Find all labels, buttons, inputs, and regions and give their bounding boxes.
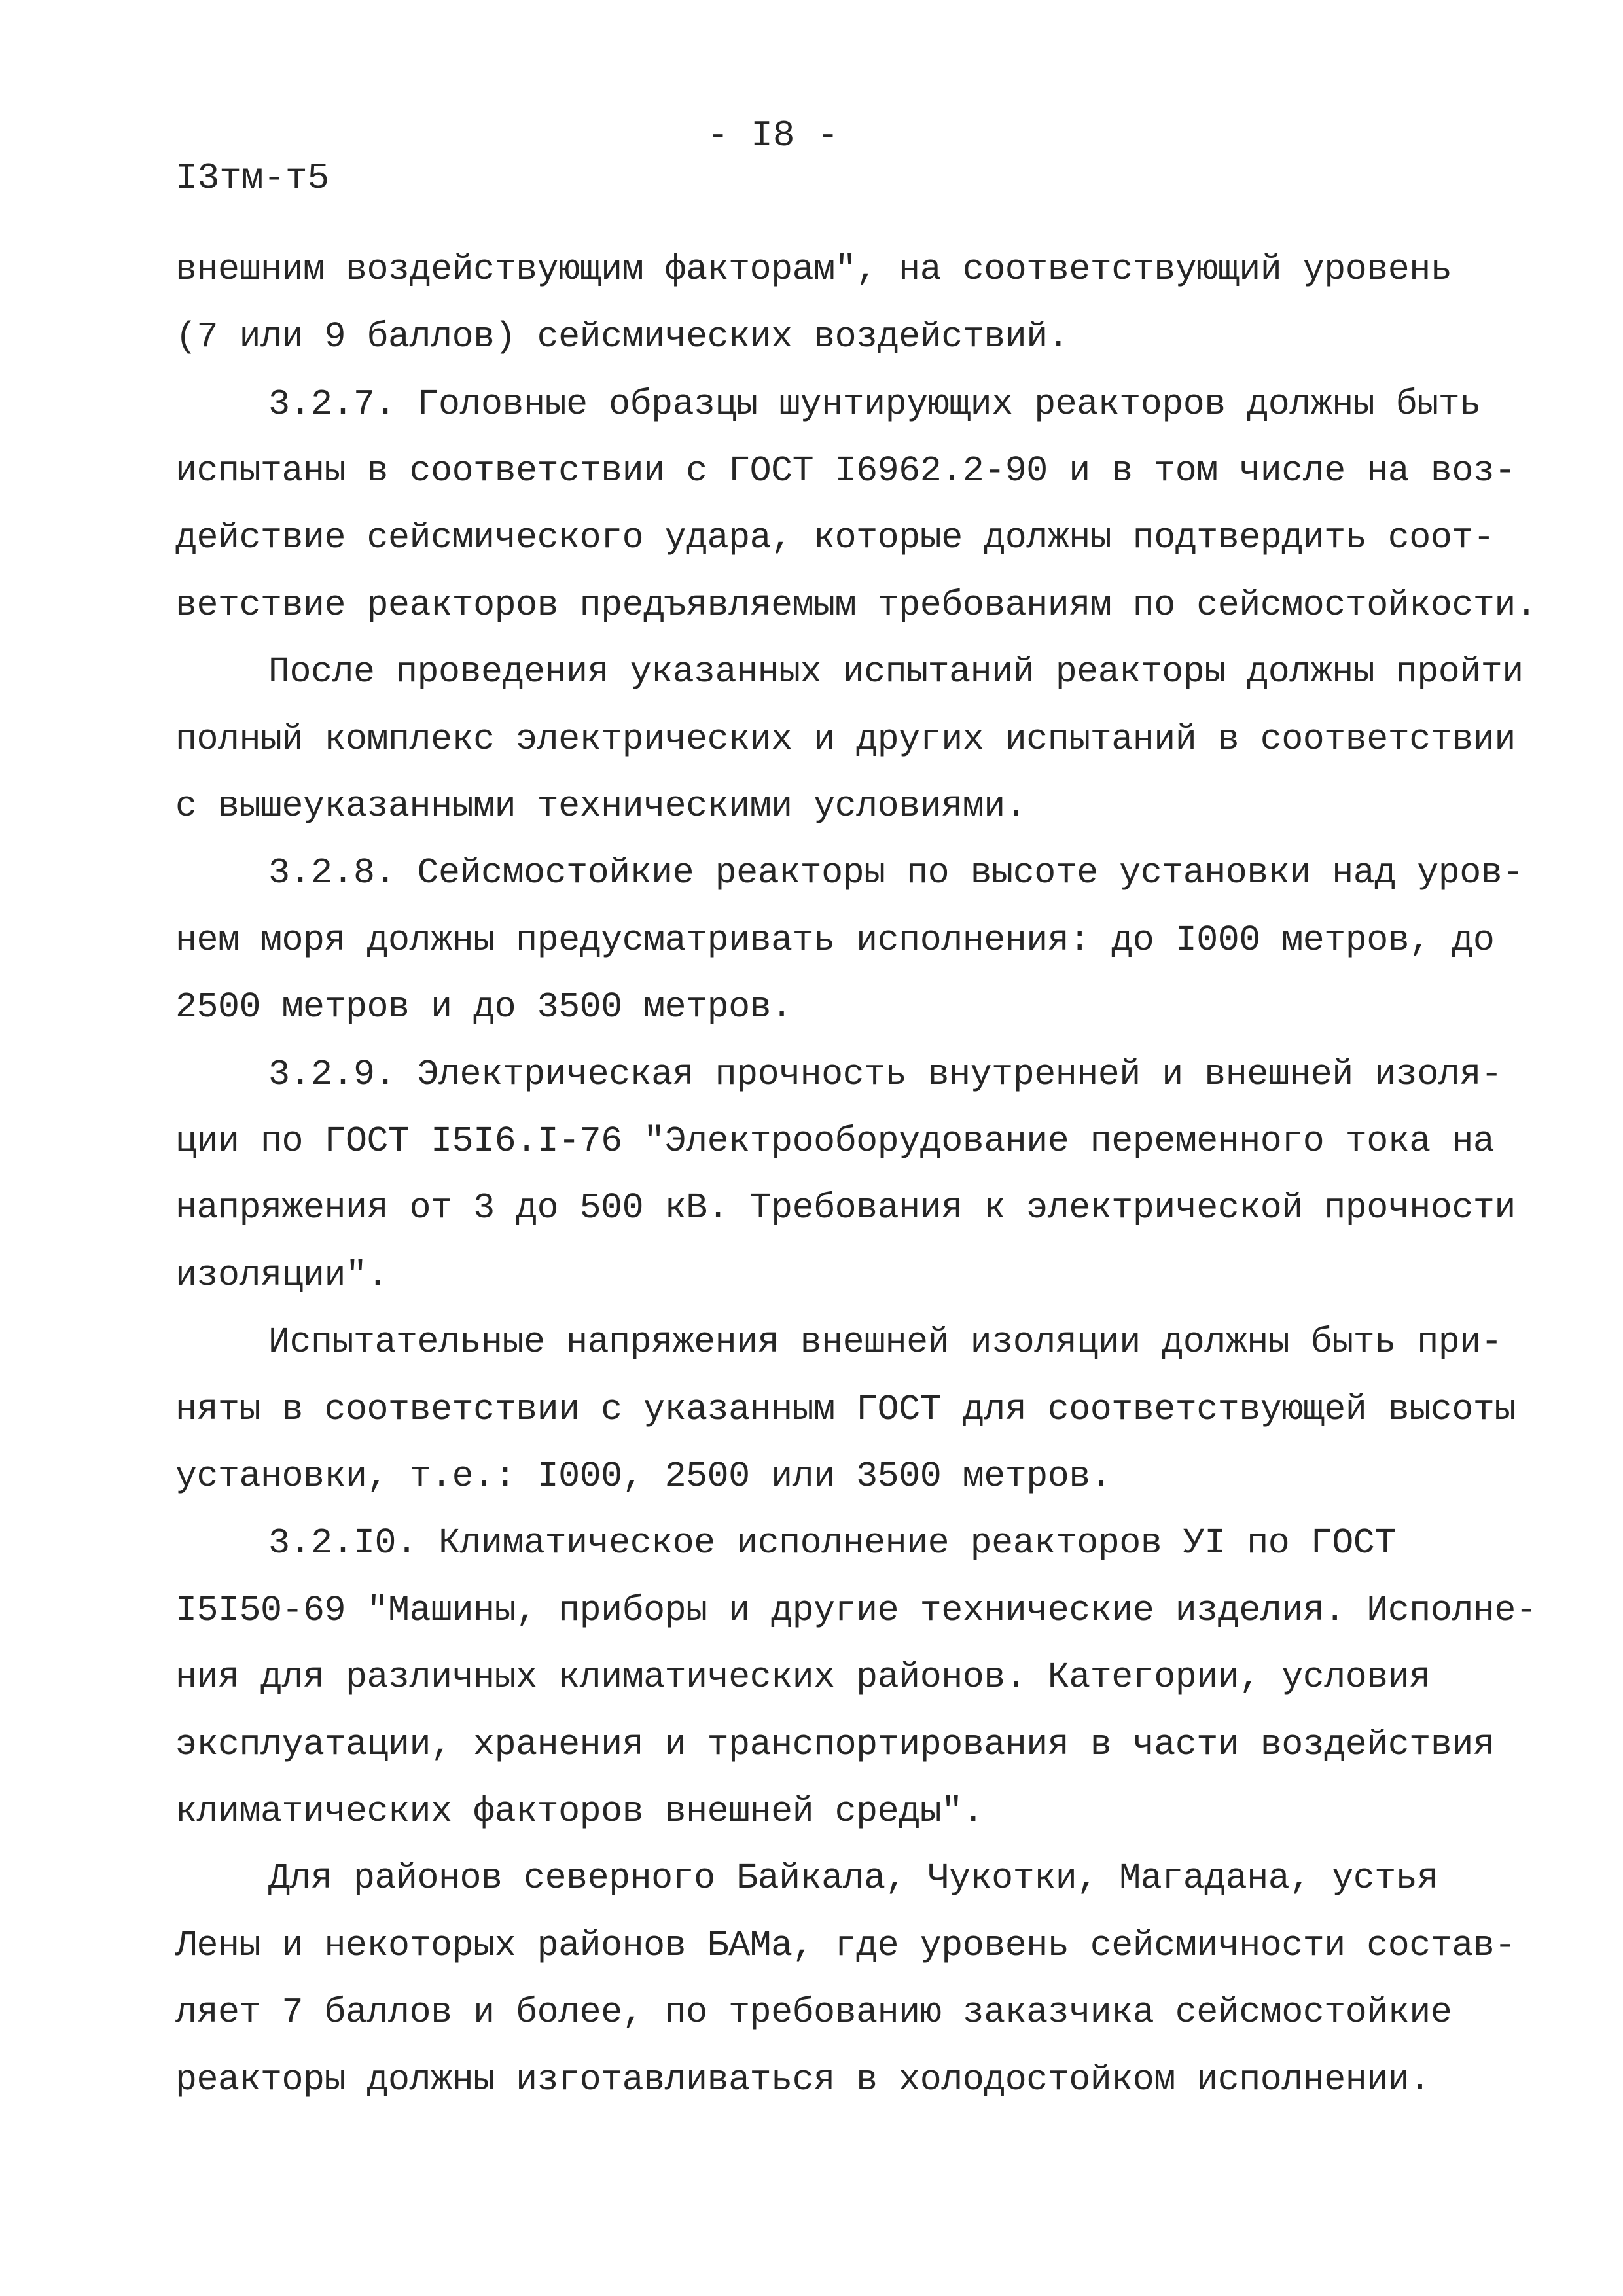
text-line: 3.2.I0. Климатическое исполнение реакторов УI по ГОСТ <box>268 1522 1396 1564</box>
text-line: эксплуатации, хранения и транспортирования в части воздействия <box>175 1724 1495 1765</box>
text-line: 3.2.9. Электрическая прочность внутренней и внешней изоля- <box>268 1054 1503 1095</box>
text-line: испытаны в соответствии с ГОСТ I6962.2-90 и в том числе на воз- <box>175 450 1516 492</box>
text-line: изоляции". <box>175 1255 389 1296</box>
text-line: напряжения от 3 до 500 кВ. Требования к электрической прочности <box>175 1187 1516 1229</box>
document-code: I3тм-т5 <box>175 157 330 199</box>
text-line: ции по ГОСТ I5I6.I-76 "Электрооборудование переменного тока на <box>175 1121 1495 1162</box>
text-line: I5I50-69 "Машины, приборы и другие технические изделия. Исполне- <box>175 1590 1537 1631</box>
text-line: Для районов северного Байкала, Чукотки, Магадана, устья <box>268 1857 1438 1899</box>
text-line: с вышеуказанными техническими условиями. <box>175 785 1027 827</box>
text-line: ветствие реакторов предъявляемым требованиям по сейсмостойкости. <box>175 584 1537 626</box>
text-line: 2500 метров и до 3500 метров. <box>175 986 793 1028</box>
text-line: действие сейсмического удара, которые должны подтвердить соот- <box>175 517 1495 558</box>
text-line: ния для различных климатических районов. Категории, условия <box>175 1657 1431 1698</box>
text-line: ляет 7 баллов и более, по требованию заказчика сейсмостойкие <box>175 1992 1452 2033</box>
text-line: климатических факторов внешней среды". <box>175 1791 984 1832</box>
text-line: 3.2.8. Сейсмостойкие реакторы по высоте установки над уров- <box>268 852 1524 893</box>
text-line: Испытательные напряжения внешней изоляции должны быть при- <box>268 1321 1503 1363</box>
text-line: няты в соответствии с указанным ГОСТ для соответствующей высоты <box>175 1389 1516 1430</box>
text-line: нем моря должны предусматривать исполнения: до I000 метров, до <box>175 920 1495 961</box>
page-number: - I8 - <box>707 115 839 156</box>
text-line: внешним воздействующим факторам", на соответствующий уровень <box>175 249 1452 290</box>
text-line: После проведения указанных испытаний реакторы должны пройти <box>268 651 1524 692</box>
text-line: (7 или 9 баллов) сейсмических воздействий. <box>175 316 1069 357</box>
text-line: реакторы должны изготавливаться в холодостойком исполнении. <box>175 2059 1431 2100</box>
text-line: установки, т.е.: I000, 2500 или 3500 метров. <box>175 1456 1112 1497</box>
text-line: полный комплекс электрических и других испытаний в соответствии <box>175 719 1516 760</box>
text-line: 3.2.7. Головные образцы шунтирующих реакторов должны быть <box>268 384 1481 425</box>
text-line: Лены и некоторых районов БАМа, где уровень сейсмичности состав- <box>175 1925 1516 1966</box>
